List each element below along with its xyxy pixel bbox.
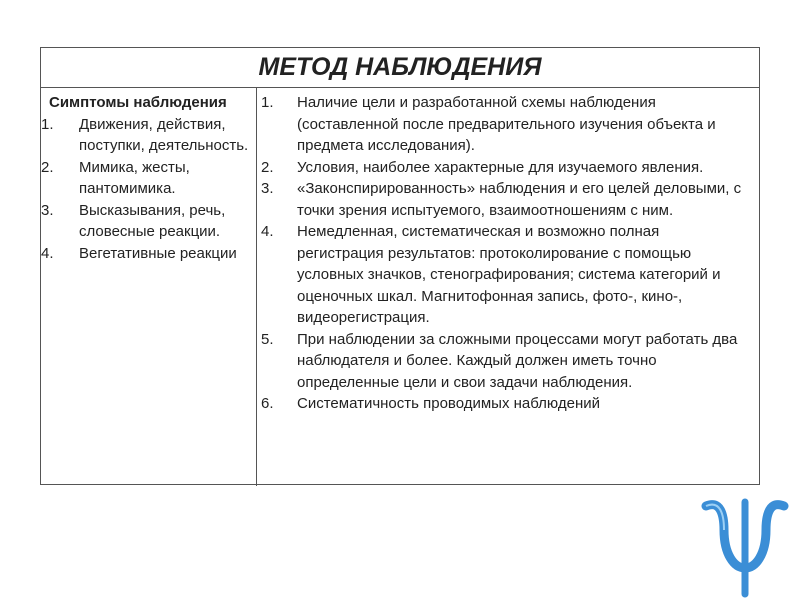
list-item [41,114,256,157]
symptoms-cell [41,88,257,486]
item-number: 3. [261,180,274,197]
item-number: 4. [41,244,54,262]
item-number: 2. [261,158,274,176]
item-number: 6. [261,395,274,412]
item-number: 1. [41,115,54,133]
item-text: Условия, наиболее характерные для изучаемого явления. [297,158,704,176]
psi-icon [698,494,792,598]
item-text: При наблюдении за сложными процессами могут работать два наблюдателя и более. Каждый должен иметь точно определенные цели и свои задачи наблюдения. [297,330,738,391]
item-text: Наличие цели и разработанной схемы наблюдения (составленной после предварительного изучения объекта и предмета исследования). [297,94,716,154]
item-text: Мимика, жесты, пантомимика. [79,158,190,197]
list-item [261,92,749,157]
list-item [261,393,749,415]
list-item [261,329,749,394]
list-item [41,243,256,265]
item-number: 4. [261,223,274,240]
method-table [40,47,760,485]
list-item [261,157,749,179]
table-title: МЕТОД НАБЛЮДЕНИЯ [41,48,759,88]
list-item [41,200,256,243]
requirements-list [261,92,749,415]
item-number: 1. [261,94,274,111]
list-item [261,221,749,329]
item-number: 3. [41,201,54,219]
item-number: 2. [41,158,54,176]
item-number: 5. [261,330,274,348]
list-item [41,157,256,200]
item-text: «Законспирированность» наблюдения и его целей деловыми, с точки зрения испытуемого, взаимоотношениям с ним. [297,180,742,219]
item-text: Вегетативные реакции [79,244,237,262]
requirements-cell [257,88,759,486]
item-text: Высказывания, речь, словесные реакции. [79,201,226,240]
list-item [261,178,749,221]
table-row [41,88,759,486]
symptoms-list [41,114,256,265]
symptoms-title: Симптомы наблюдения [49,94,227,111]
item-text: Немедленная, систематическая и возможно полная регистрация результатов: протоколирование с помощью условных значков, стенографирования; система категорий и оценочных шкал. Магнитофонная запись, фото-, кино-, видеорегистрация. [297,223,721,326]
item-text: Систематичность проводимых наблюдений [297,395,600,412]
item-text: Движения, действия, поступки, деятельность. [79,115,249,154]
